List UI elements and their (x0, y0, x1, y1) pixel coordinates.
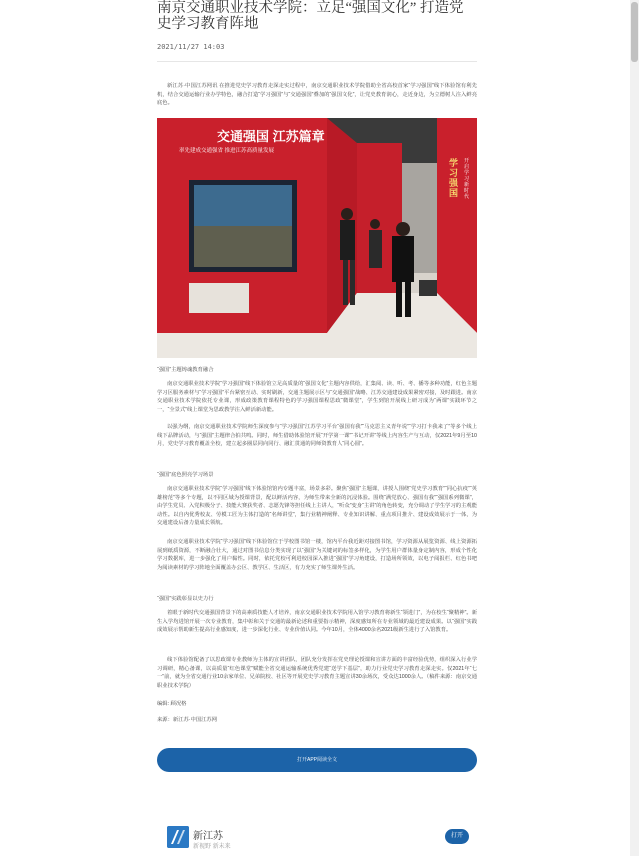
app-footer-bar (157, 816, 477, 856)
photo-wall-subtitle: 率先建成交通强省 推进江苏高质量发展 (179, 148, 275, 154)
section-heading: “强国”底色照亮学习场景 (157, 472, 214, 478)
app-logo-icon (167, 826, 189, 848)
photo-wall-title: 交通强国 江苏篇章 (217, 129, 325, 144)
paragraph: 南京交通职业技术学院“学习强国”线下体验馆馆内专题丰富，场景多彩。聚焦“强国”主题课，讲授人围绕“党史学习教育”“同心抗疫”“英雄榜范”等多个专题，以不同区域为授课背景，配以鲜活内容，为师生带来全新的沉浸体验。围绕“满党放心、强国有我”“强国系列微课”，由学生党员、入党积极分子、技能大赛获奖者、志愿先锋等担任线上主讲人，“听众”变身“主讲”的角色转变，充分调动了学生学习的主观能动性。以自内优秀校友、劳模工匠为主体打造的“名师讲堂”，集行业精神阐释、专业知识讲解、重点项目推介、建设成效展示于一体，为交通建设后备力量成长领航。 (157, 486, 477, 527)
publish-date: 2021/11/27 14:03 (157, 43, 225, 51)
paragraph: 以强为纲，南京交通职业技术学院师生深度参与“学习强国”江苏学习平台“强国有我”“马克思主义青年说”“学习打卡我来了”等多个线上线下品牌活动，与“强国”主题律合拍共鸣。同时，师生借助体验馆开展“开学第一课”“书记开讲”等线上内容生产与互动，仅2021年9月至10月，党史学习教育覆盖全校，建立起多圈层同向同行、融汇贯通的同师资教育人“同心圆”。 (157, 424, 477, 448)
paragraph: 南京交通职业技术学院“学习强国”线下体验馆立足高质量的“强国文化”主题内容供给，汇集阅、读、听、考、播等多种功能，红色主题学习区服务素材与“学习强国”平台紧密互动、实时刷新，交通主题展示区与“交通强国”战略、江苏交通建设成果紧密对接，及时跟进。南京交通职业技术学院依托专业课，形成政策教育课程特色的学习强国课程思政“微课堂”，学生到馆开展线上研习成为“两课”实践环节之一，“全景式”线上课堂为思政教学注入鲜活新动能。 (157, 381, 477, 413)
editor-credit: 编辑: 顾况格 (157, 701, 187, 707)
paragraph: 南京交通职业技术学院“学习强国”线下体验馆位于学校图书馆一楼，馆内平台我近距对接图书馆，学习资源从展览资源、线上资源拓展到纸质资源，不断融合壮大，通过对图书信息分类实现了以“强国”为关键词的标签多样化，为学生用户群体量身定制内容，形成个性化学习数据库，进一步强化了用户黏性。同时，依托党校可利进校园深入推进“强国”学习角建设，打造场所领效，以电子阅报栏、红色书吧为阅读素材的学习阵地全面覆盖办公区、教学区、生活区，有力充实了师生课外生活。 (157, 539, 477, 571)
intro-paragraph: 新江苏·中国江苏网讯 在推进党史学习教育走深走实过程中，南京交通职业技术学院借助全省高校首家“学习强国”线下体验馆有利先机，结合交通运输行业办学特色，融合打造“学习强国”与“交通强国”叠加的“强国文化”，让党史教育润心，走近身边，为立德树人注入鲜亮底色。 (157, 83, 477, 107)
source-credit: 来源：新江苏·中国江苏网 (157, 717, 218, 723)
image-caption: “强国”主题铸魂教育融合 (157, 367, 214, 373)
paragraph: 线下体验馆配备了以思政课专业教师为主体的宣讲团队，团队充分发挥在党史理论授课和宣讲方面的丰富经验优势，组织深入行业学习调研，精心备课，以高质量“红色课堂”赋能全省交通运输系统优秀党建“送学下基层”，助力行业党史学习教育走深走实。仅2021年“七一”前，就为全省交通行业10余家单位、兄弟院校、社区等开展党史学习教育主题宣讲30余场次，受众达1000余人。（稿件来源：南京交通职业技术学院） (157, 657, 477, 689)
photo-panel-sub: 开启学习新时代 (464, 158, 470, 200)
app-slogan: 新视野 新未来 (193, 844, 231, 850)
paragraph: 着眼于新时代交通强国背景下的高素质技能人才培养，南京交通职业技术学院用入馆学习教育将新生“领进门”，为在校生“聚精神”。新生入学均进馆开展一次专业教育，集中彰和关于交通的最新论述和重要指示精神，深度感知所在专业领域的最近建设成果。以“强国”实践成效展示帮助新生提高行业感知度，进一步深化行业、专业价值认同。今年10月，全体4000余名2021级新生进行了入馆教育。 (157, 610, 477, 634)
article-photo (157, 118, 477, 358)
page-scrollbar[interactable] (630, 0, 639, 856)
app-brand-name: 新江苏 (193, 831, 223, 842)
photo-panel-title: 学习强国 (449, 158, 459, 198)
section-heading: “强国”实践彰显以史力行 (157, 596, 214, 602)
open-button[interactable]: 打开 (445, 829, 469, 844)
title-divider (157, 61, 477, 62)
exhibition-hall-image (157, 118, 477, 358)
scrollbar-thumb[interactable] (631, 2, 638, 62)
article-title: 南京交通职业技术学院：立足“强国文化” 打造党史学习教育阵地 (157, 0, 464, 32)
open-app-button[interactable]: 打开APP阅读全文 (157, 748, 477, 772)
